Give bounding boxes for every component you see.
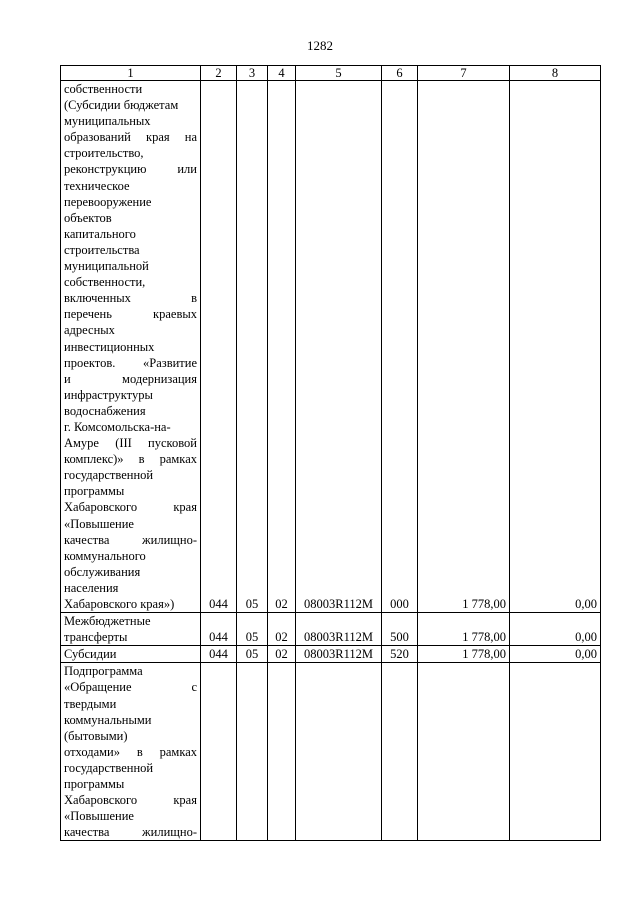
ministry-code-cell: 044: [201, 646, 237, 663]
description-line: Подпрограмма: [64, 664, 143, 679]
target-article-cell: 08003R112M: [296, 613, 382, 646]
table-row: [61, 81, 601, 613]
amount-cell: 0,00: [510, 613, 601, 646]
description-line: перечень краевых: [64, 307, 197, 322]
column-header: 4: [268, 66, 296, 81]
column-header: 7: [418, 66, 510, 81]
description-line: собственности: [64, 82, 143, 96]
description-line: муниципальной: [64, 259, 149, 274]
description-line: проектов. «Развитие: [64, 355, 197, 370]
budget-table: [60, 65, 601, 841]
description-line: «Повышение: [64, 809, 134, 824]
description-line: Хабаровского края: [64, 793, 197, 808]
target-article-cell: 08003R112M: [296, 81, 382, 613]
subsection-code-cell: [268, 663, 296, 841]
description-line: (бытовыми): [64, 728, 128, 743]
description-line: водоснабжения: [64, 403, 146, 418]
amount-cell: 1 778,00: [418, 613, 510, 646]
section-code-cell: 05: [237, 613, 268, 646]
amount-cell: [418, 663, 510, 841]
description-line: коммунального: [64, 548, 146, 563]
ministry-code-cell: 044: [201, 81, 237, 613]
expense-type-cell: 520: [382, 646, 418, 663]
description-line: строительства: [64, 242, 140, 257]
description-line: твердыми: [64, 696, 117, 711]
column-header: 3: [237, 66, 268, 81]
description-line: муниципальных: [64, 114, 151, 129]
table-row: [61, 663, 601, 841]
section-code-cell: 05: [237, 81, 268, 613]
description-line: обслуживания: [64, 564, 141, 579]
column-header: 6: [382, 66, 418, 81]
row-description: [61, 613, 201, 646]
row-description: [61, 81, 201, 613]
subsection-code-cell: 02: [268, 646, 296, 663]
column-header: 2: [201, 66, 237, 81]
description-line: и модернизация: [64, 371, 197, 386]
description-line: образований края на: [64, 130, 197, 145]
description-line: Амуре (III пусковой: [64, 436, 197, 451]
section-code-cell: [237, 663, 268, 841]
expense-type-cell: 500: [382, 613, 418, 646]
ministry-code-cell: 044: [201, 613, 237, 646]
description-line: адресных: [64, 323, 115, 338]
description-line: государственной: [64, 468, 154, 483]
subsection-code-cell: 02: [268, 613, 296, 646]
description-line: объектов: [64, 210, 112, 225]
page-number: 1282: [307, 38, 333, 53]
description-line: программы: [64, 484, 125, 499]
column-header: 8: [510, 66, 601, 81]
expense-type-cell: 000: [382, 81, 418, 613]
row-description: [61, 663, 201, 841]
description-line: «Повышение: [64, 516, 134, 531]
ministry-code-cell: [201, 663, 237, 841]
description-line: собственности,: [64, 275, 146, 290]
description-line: техническое: [64, 178, 130, 193]
table-header-row: [61, 66, 601, 81]
description-line: инфраструктуры: [64, 387, 153, 402]
table-row: [61, 646, 601, 663]
description-line: строительство,: [64, 146, 144, 161]
amount-cell: 0,00: [510, 81, 601, 613]
description-line: населения: [64, 580, 119, 595]
description-line: программы: [64, 777, 125, 792]
amount-cell: 1 778,00: [418, 81, 510, 613]
description-line: реконструкцию или: [64, 162, 197, 177]
section-code-cell: 05: [237, 646, 268, 663]
description-line: инвестиционных: [64, 339, 155, 354]
description-line: качества жилищно-: [64, 825, 197, 840]
amount-cell: 1 778,00: [418, 646, 510, 663]
description-line: комплекс)» в рамках: [64, 452, 197, 467]
expense-type-cell: [382, 663, 418, 841]
description-line: Субсидии: [64, 647, 117, 662]
target-article-cell: [296, 663, 382, 841]
subsection-code-cell: 02: [268, 81, 296, 613]
table-row: [61, 613, 601, 646]
description-line: трансферты: [64, 630, 128, 645]
description-line: «Обращение с: [64, 680, 197, 695]
description-line: включенных в: [64, 291, 197, 306]
column-header: 5: [296, 66, 382, 81]
target-article-cell: 08003R112M: [296, 646, 382, 663]
description-line: Хабаровского края»): [64, 597, 175, 611]
description-line: г. Комсомольска-на-: [64, 419, 171, 434]
description-line: перевооружение: [64, 194, 152, 209]
column-header: 1: [61, 66, 201, 81]
description-line: отходами» в рамках: [64, 744, 197, 759]
description-line: качества жилищно-: [64, 532, 197, 547]
description-line: Хабаровского края: [64, 500, 197, 515]
row-description: [61, 646, 201, 663]
description-line: государственной: [64, 760, 154, 775]
description-line: коммунальными: [64, 712, 152, 727]
description-line: капитального: [64, 226, 136, 241]
amount-cell: [510, 663, 601, 841]
amount-cell: 0,00: [510, 646, 601, 663]
description-line: (Субсидии бюджетам: [64, 98, 179, 113]
description-line: Межбюджетные: [64, 614, 151, 629]
